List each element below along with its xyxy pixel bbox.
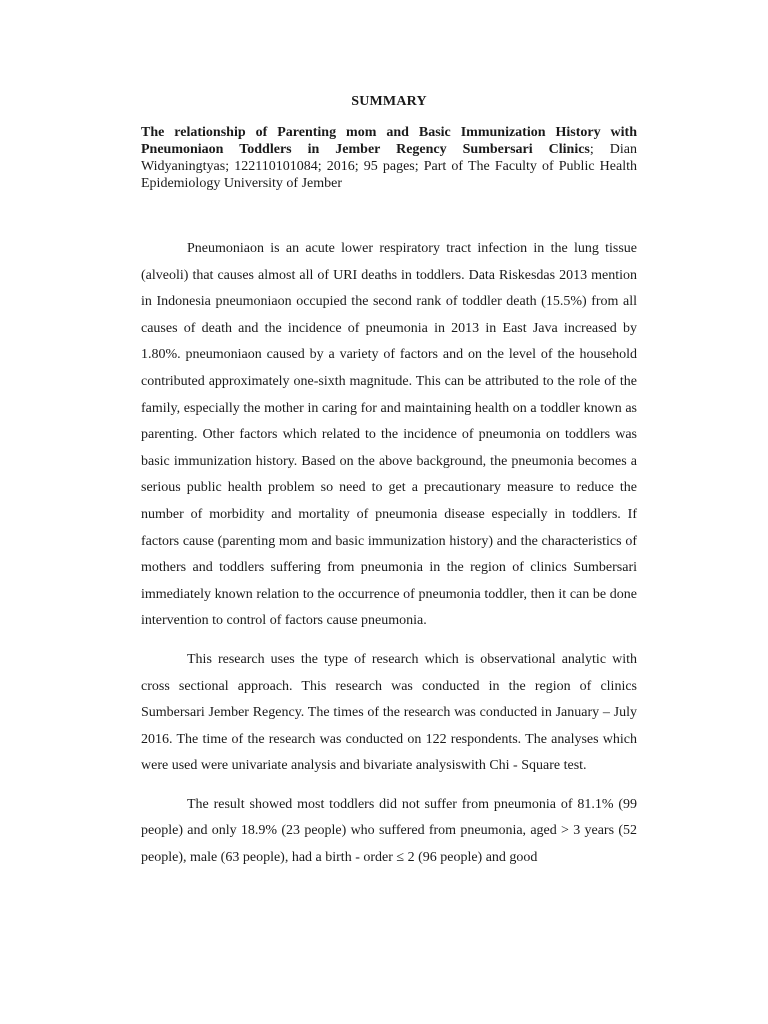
summary-body (141, 236, 637, 884)
paragraph: This research uses the type of research which is observational analytic with cross sectional approach. This research was conducted in the region of clinics Sumbersari Jember Regency. The times of the research was conducted in January – July 2016. The time of the research was conducted on 122 respondents. The analyses which were used were univariate analysis and bivariate analysiswith Chi - Square test. (141, 651, 637, 774)
page-heading: SUMMARY (351, 94, 427, 109)
paragraph: Pneumoniaon is an acute lower respiratory tract infection in the lung tissue (alveoli) that causes almost all of URI deaths in toddlers. Data Riskesdas 2013 mention in Indonesia pneumoniaon occupied the second rank of toddler death (15.5%) from all causes of death and the incidence of pneumonia in 2013 in East Java increased by 1.80%. pneumoniaon caused by a variety of factors and on the level of the household contributed approximately one-sixth magnitude. This can be attributed to the role of the family, especially the mother in caring for and maintaining health on a toddler known as parenting. Other factors which related to the incidence of pneumonia on toddlers was basic immunization history. Based on the above background, the pneumonia becomes a serious public health problem so need to get a precautionary measure to reduce the number of morbidity and mortality of pneumonia disease especially in toddlers. If factors cause (parenting mom and basic immunization history) and the characteristics of mothers and toddlers suffering from pneumonia in the region of clinics Sumbersari immediately known relation to the occurrence of pneumonia toddler, then it can be done intervention to control of factors cause pneumonia. (141, 241, 637, 629)
document-title: The relationship of Parenting mom and Basic Immunization History with Pneumoniaon Toddlers in Jember Regency Sumbersari Clinics (141, 125, 637, 157)
paragraph: The result showed most toddlers did not suffer from pneumonia of 81.1% (99 people) and only 18.9% (23 people) who suffered from pneumonia, aged > 3 years (52 people), male (63 people), had a birth - order ≤ 2 (96 people) and good (141, 796, 637, 866)
title-block (141, 124, 637, 192)
document-meta: ; Dian Widyaningtyas; 122110101084; 2016; 95 pages; Part of The Faculty of Public Health Epidemiology University of Jember (141, 142, 637, 191)
